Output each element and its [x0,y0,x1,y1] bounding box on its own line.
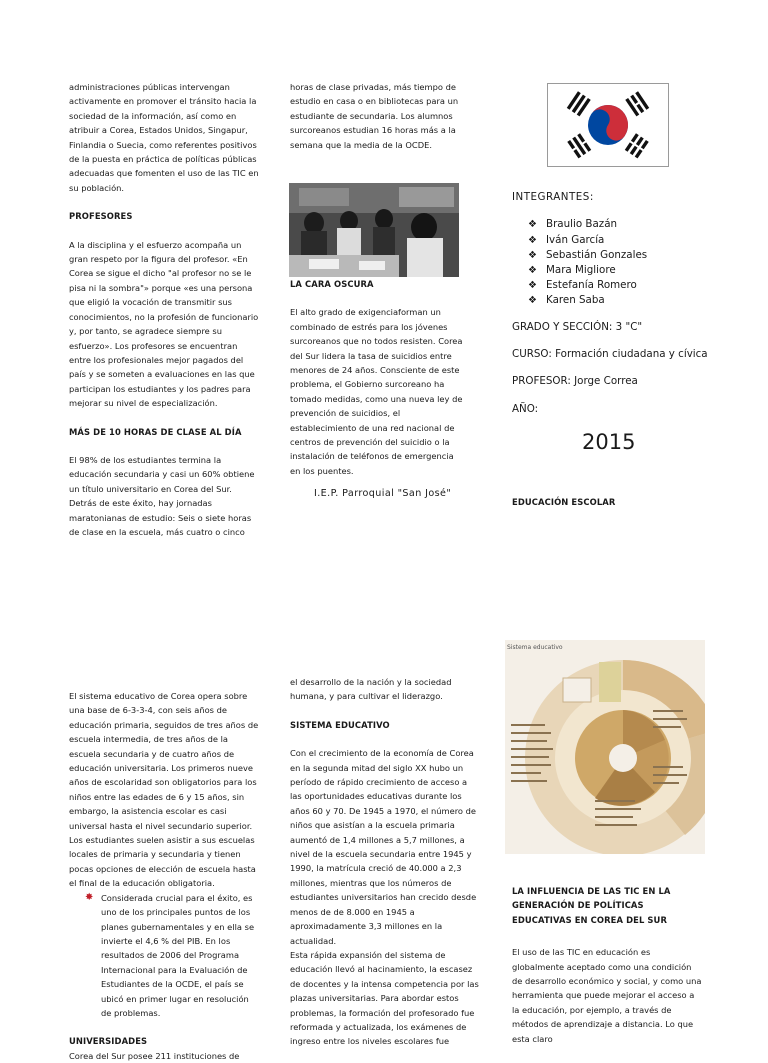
col1-top [69,80,261,539]
classroom-illustration [289,183,459,277]
grado-seccion: GRADO Y SECCIÓN: 3 "C" [512,321,643,333]
col2-top-lower [290,277,466,478]
school-name: I.E.P. Parroquial "San José" [314,488,452,499]
heading-educacion-escolar: EDUCACIÓN ESCOLAR [512,497,616,507]
heading-sistema-educativo: SISTEMA EDUCATIVO [290,719,390,730]
star-bullet-icon: ✸ [85,891,94,903]
paragraph: Con el crecimiento de la economía de Corea en la segunda mitad del siglo XX hubo un período de rápido crecimiento de acceso a las oportunidades educativas durante los años 60 y 70. De 1945 a 1970, el número de niños que asistían a la escuela primaria aumentó de 1,4 millones a 5,7 millones, a nivel de la escuela secundaria entre 1945 y 1990, la matrícula creció de 40.000 a 2,3 millones, mientras que los números de estudiantes universitarios han crecido desde menos de de 8.000 en 1945 a aproximadamente 3,3 millones en la actualidad. [290,748,477,946]
col2-bottom [290,675,480,1049]
list-item: ❖ Karen Saba [528,293,732,308]
heading-horas: MÁS DE 10 HORAS DE CLASE AL DÍA [69,426,242,437]
diamond-bullet-icon: ❖ [528,294,537,306]
list-item: ✸ Considerada crucial para el éxito, es uno de los principales puntos de los planes gubernamentales y en ella se invierte el 4,6 % del PIB. En los resultados de 2006 del Programa Internacional para la Evaluación de Estudiantes de la OCDE, el país se ubicó en primer lugar en resolución de problemas. [85,891,255,1018]
diamond-bullet-icon: ❖ [528,279,537,291]
diagram-title: Sistema educativo [507,644,563,651]
paragraph: Esta rápida expansión del sistema de educación llevó al hacinamiento, la escasez de docentes y la intensa competencia por las plazas universitarias. Para abordar estos problemas, la formación del profesorado fue reformada y actualizada, los exámenes de ingreso entre los niveles escolares fue [290,949,479,1047]
paragraph: horas de clase privadas, más tiempo de estudio en casa o en bibliotecas para un estudiante de secundaria. Los alumnos surcoreanos estudian 16 horas más a la semana que la media de la OCDE. [290,82,459,150]
diamond-bullet-icon: ❖ [528,234,537,246]
col1-bottom [69,689,259,1063]
list-item: ❖ Iván García [528,233,732,248]
anio-value: 2015 [582,430,636,454]
curso: CURSO: Formación ciudadana y cívica [512,348,708,360]
profesor: PROFESOR: Jorge Correa [512,375,638,387]
heading-profesores: PROFESORES [69,211,133,222]
paragraph: Corea del Sur posee 211 instituciones de [69,1050,240,1061]
integrantes-list [512,217,732,308]
paragraph: El alto grado de exigenciaforman un combinado de estrés para los jóvenes surcoreanos que no todos resisten. Corea del Sur lidera la tasa de suicidios entre menores de 24 años. Consciente de este problema, el Gobierno surcoreano ha tomado medidas, como una nueva ley de prevención de suicidios, el establecimiento de una red nacional de centros de prevención del suicidio o la instalación de teléfonos de emergencia en los puentes. [290,307,463,476]
photo-caption: LA CARA OSCURA [290,279,374,289]
paragraph: El sistema educativo de Corea opera sobre una base de 6-3-3-4, con seis años de educación primaria, seguidos de tres años de escuela intermedia, de tres años de la escuela secundaria y de cuatro años de educación universitaria. Los primeros nueve años de escolaridad son obligatorios para los niños entre las edades de 6 y 15 años, sin embargo, la asistencia escolar es casi universal hasta el nivel secundario superior. Los estudiantes suelen asistir a sus escuelas locales de primaria y secundaria y tienen pocas opciones de elección de escuela hasta el final de la educación obligatoria. [69,691,259,889]
heading-universidades: UNIVERSIDADES [69,1036,148,1047]
list-item: ❖ Sebastián Gonzales [528,248,732,263]
korea-flag-icon [548,84,668,166]
integrantes-block [512,190,732,308]
paragraph: El uso de las TIC en educación es globalmente aceptado como una condición de desarrollo económico y social, y como una herramienta que puede mejorar el acceso a la educación, por ejemplo, a través de métodos de aprendizaje a distancia. Lo que esta claro [512,947,702,1044]
diamond-bullet-icon: ❖ [528,249,537,261]
korea-flag [547,83,669,167]
heading-influencia-tic: LA INFLUENCIA DE LAS TIC EN LA GENERACIÓN DE POLÍTICAS EDUCATIVAS EN COREA DEL SUR [512,886,671,925]
paragraph: El 98% de los estudiantes termina la educación secundaria y casi un 60% obtiene un título universitario en Corea del Sur. Detrás de este éxito, hay jornadas maratonianas de estudio: Seis o siete horas de clase en la escuela, más cuatro o cinco [69,454,255,537]
diamond-bullet-icon: ❖ [528,219,537,231]
paragraph: A la disciplina y el esfuerzo acompaña un gran respeto por la figura del profesor. «En Corea se sigue el dicho "al profesor no se le pisa ni la sombra"» porque «es una persona que eligió la vocación de transmitir sus conocimientos, no la profesión de funcionario y, por tanto, se agradece siempre su esfuerzo». Los profesores se encuentran entre los profesionales mejor pagados del país y se someten a evaluaciones en las que participan los estudiantes y los padres para mejorar su nivel de especialización. [69,239,259,409]
diamond-bullet-icon: ❖ [528,264,537,276]
integrantes-label: INTEGRANTES: [512,191,594,203]
students-classroom-photo [289,183,459,277]
list-item: ❖ Mara Migliore [528,263,732,278]
paragraph: el desarrollo de la nación y la sociedad humana, y para cultivar el liderazgo. [290,677,452,702]
list-item: ❖ Braulio Bazán [528,217,732,232]
bullet-list [69,891,259,1021]
col2-top [290,80,462,152]
col3-bottom [512,884,704,1046]
education-system-diagram [505,640,705,854]
education-ring-icon [505,640,705,854]
paragraph: administraciones públicas intervengan activamente en promover el tránsito hacia la sociedad de la información, así como en atribuir a Corea, Estados Unidos, Singapur, Finlandia o Suecia, como referentes positivos de la puesta en práctica de políticas públicas adecuadas que fomenten el uso de las TIC en su población. [69,82,259,193]
list-item: ❖ Estefanía Romero [528,278,732,293]
anio-label: AÑO: [512,403,539,415]
